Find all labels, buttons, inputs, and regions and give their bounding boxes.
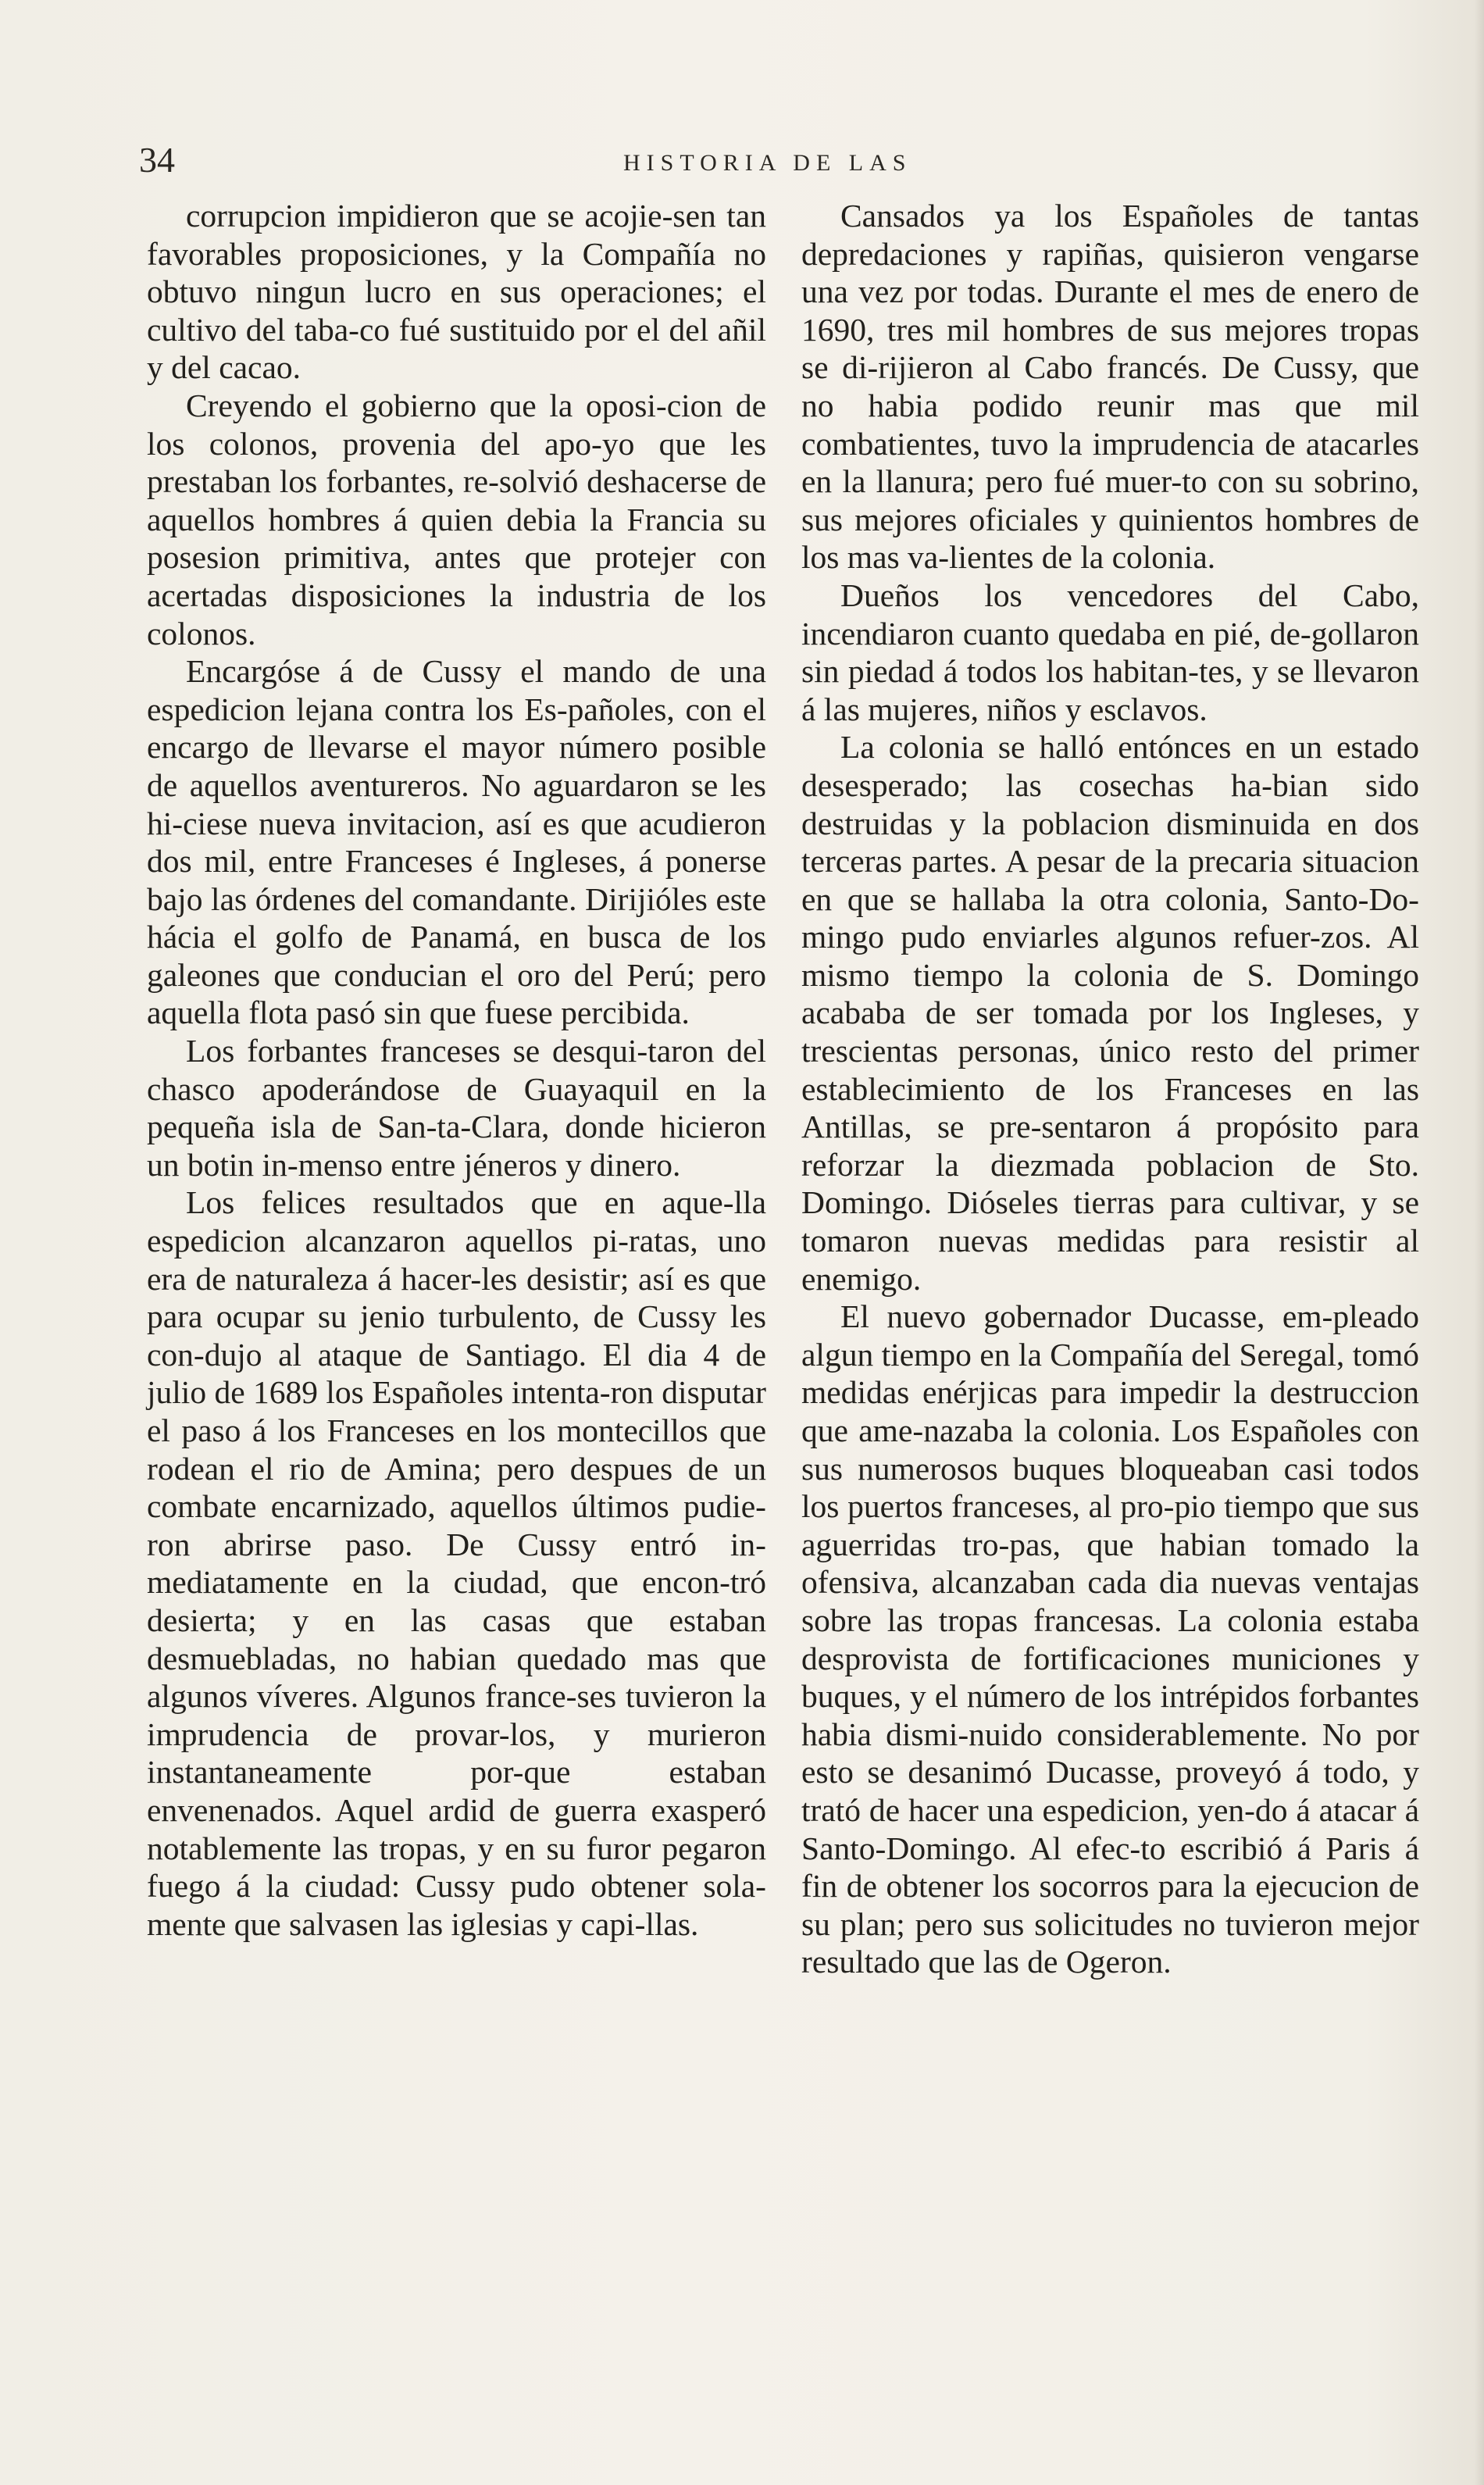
paragraph: Los forbantes franceses se desqui-taron del chasco apoderándose de Guayaquil en la pequeña isla de San-ta-Clara, donde hicieron un botin in-menso entre jéneros y dinero. — [147, 1033, 766, 1183]
paragraph: Creyendo el gobierno que la oposi-cion de los colonos, provenia del apo-yo que les prestaban los forbantes, re-solvió deshacerse de aquellos hombres á quien debia la Francia su posesion primitiva, antes que protejer con acertadas disposiciones la industria de los colonos. — [147, 387, 766, 652]
paragraph: Los felices resultados que en aque-lla espedicion alcanzaron aquellos pi-ratas, uno era de naturaleza á hacer-les desistir; así es que para ocupar su jenio turbulento, de Cussy les con-dujo al ataque de Santiago. El dia 4 de julio de 1689 los Españoles intenta-ron disputar el paso á los Franceses en los montecillos que rodean el rio de Amina; pero despues de un combate encarnizado, aquellos últimos pudie-ron abrirse paso. De Cussy entró in-mediatamente en la ciudad, que encon-tró desierta; y en las casas que estaban desmuebladas, no habian quedado mas que algunos víveres. Algunos france-ses tuvieron la imprudencia de provar-los, y murieron instantaneamente por-que estaban envenenados. Aquel ardid de guerra exasperó notablemente las tropas, y en su furor pegaron fuego á la ciudad: Cussy pudo obtener sola-mente que salvasen las iglesias y capi-llas. — [147, 1184, 766, 1942]
paragraph: corrupcion impidieron que se acojie-sen tan favorables proposiciones, y la Compañía no obtuvo ningun lucro en sus operaciones; el cultivo del taba-co fué sustituido por el del añil y del cacao. — [147, 198, 766, 386]
paragraph: Encargóse á de Cussy el mando de una espedicion lejana contra los Es-pañoles, con el encargo de llevarse el mayor número posible de aquellos aventureros. No aguardaron se les hi-ciese nueva invitacion, así es que acudieron dos mil, entre Franceses é Ingleses, á ponerse bajo las órdenes del comandante. Dirijióles este hácia el golfo de Panamá, en busca de los galeones que conducian el oro del Perú; pero aquella flota pasó sin que fuese percibida. — [147, 653, 766, 1031]
paragraph: La colonia se halló entónces en un estado desesperado; las cosechas ha-bian sido destruidas y la poblacion disminuida en dos terceras partes. A pesar de la precaria situacion en que se hallaba la otra colonia, Santo-Do-mingo pudo enviarles algunos refuer-zos. Al mismo tiempo la colonia de S. Domingo acababa de ser tomada por los Ingleses, y trescientas personas, único resto del primer establecimiento de los Franceses en las Antillas, se pre-sentaron á propósito para reforzar la diezmada poblacion de Sto. Domingo. Dióseles tierras para cultivar, y se tomaron nuevas medidas para resistir al enemigo. — [801, 729, 1419, 1297]
paragraph: Dueños los vencedores del Cabo, incendiaron cuanto quedaba en pié, de-gollaron sin piedad á todos los habitan-tes, y se llevaron á las mujeres, niños y esclavos. — [801, 577, 1419, 727]
page-number: 34 — [139, 140, 175, 180]
paragraph: Cansados ya los Españoles de tantas depredaciones y rapiñas, quisieron vengarse una vez por todas. Durante el mes de enero de 1690, tres mil hombres de sus mejores tropas se di-rijieron al Cabo francés. De Cussy, que no habia podido reunir mas que mil combatientes, tuvo la imprudencia de atacarles en la llanura; pero fué muer-to con su sobrino, sus mejores oficiales y quinientos hombres de los mas va-lientes de la colonia. — [801, 198, 1419, 576]
right-column — [801, 197, 1419, 1981]
running-title: HISTORIA DE LAS — [623, 150, 912, 176]
left-column — [147, 197, 766, 1943]
paragraph: El nuevo gobernador Ducasse, em-pleado algun tiempo en la Compañía del Seregal, tomó medidas enérjicas para impedir la destruccion que ame-nazaba la colonia. Los Españoles con sus numerosos buques bloqueaban casi todos los puertos franceses, al pro-pio tiempo que sus aguerridas tro-pas, que habian tomado la ofensiva, alcanzaban cada dia nuevas ventajas sobre las tropas francesas. La colonia estaba desprovista de fortificaciones municiones y buques, y el número de los intrépidos forbantes habia dismi-nuido considerablemente. No por esto se desanimó Ducasse, proveyó á todo, y trató de hacer una espedicion, yen-do á atacar á Santo-Domingo. Al efec-to escribió á Paris á fin de obtener los socorros para la ejecucion de su plan; pero sus solicitudes no tuvieron mejor resultado que las de Ogeron. — [801, 1298, 1419, 1980]
page-header — [139, 139, 1436, 186]
page-edge-shadow — [1475, 0, 1484, 2485]
